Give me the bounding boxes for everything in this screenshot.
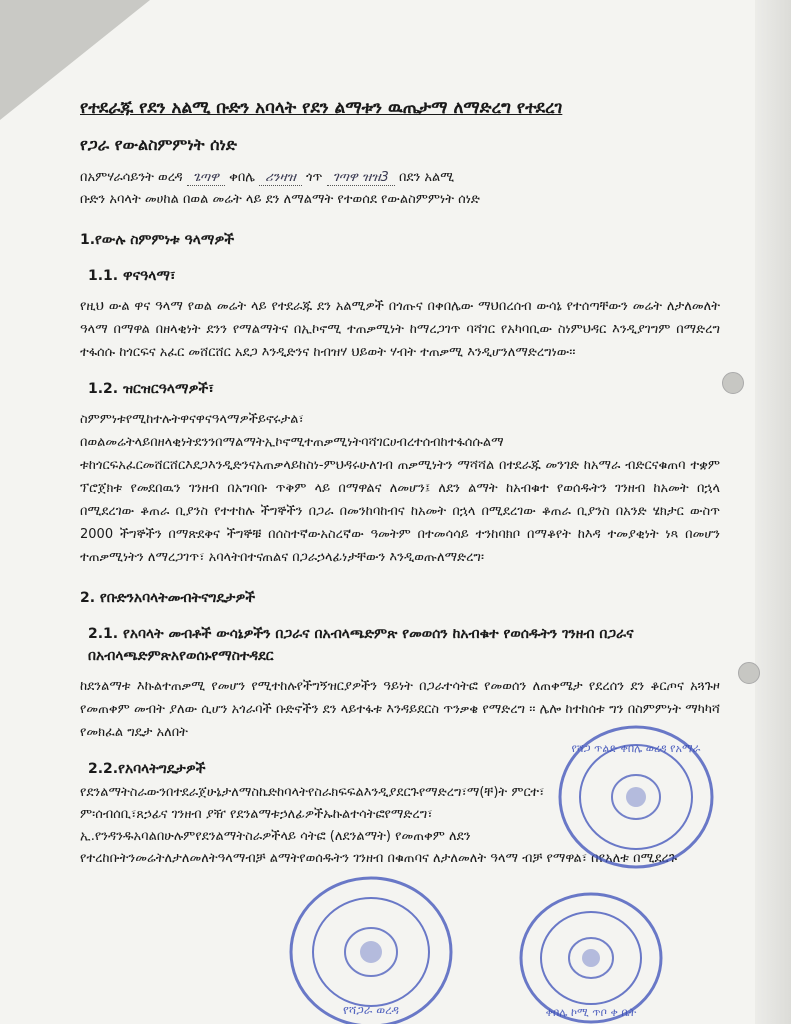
woreda-handwritten: ጌጣዋ <box>187 170 225 186</box>
document-title-line2: የጋራ የውልስምምነት ሰነድ <box>80 135 237 154</box>
stamp-bottom-right-text: ቀበሌ ኮሚ ጥቦ ቀ ቤት <box>545 1006 637 1019</box>
section1-1-heading: 1.1. ዋናዓላማ፣ <box>88 268 176 284</box>
official-stamp-right <box>556 722 716 872</box>
got-handwritten: ገጣዋ ዝዝ3 <box>327 170 395 186</box>
section1-2-text: ስምምነቱየሚከተሉትዋናዋናዓላማዎችይኖሩታል፣ በወልመሬትላይበዘላቂነትደንንበማልማትኢኮኖሚተጠቃሚነትባሻገርሀብረተሰብከተፋሰሱልማ ቱከጎርፍአፈርመሸርሸርእደጋእንዲድንናአጠቃላይከስነ-ምህዳሩሁለገብ ጠቃሚነትን ማሻሻል በተደራጁ መንገድ ከአማራ ብድርናቁጠባ ተቋም ፕሮጀክቱ የመደበዉን ገንዘብ በአግባቡ ጥቅም ላይ በማዋልና ለመሆን፤ ለደን ልማት ከአብቁተ የወሰዱትን ገንዘብ ከአመት በኋላ በሚደረገው ቆጠራ ቢያንስ የተተከሉ ችግኞችን በጋራ በመንከባከብና ከአመት በኋላ በሚደረገው ቆጠራ ቢያንስ በአንድ ሄክታር ውስጥ 2000 ችግኞችን በማጽደቅና ችግኞቹ በሰስተኛውአስረኛው ዓመትም በተመሳሳይ ተንከባክቦ በማቆየት ከእዳ ተመያቂነት ነጻ በመሆን ተጠቃሚነትን ለማረጋገጥ፣ አባላትበተናጠልና በጋራኃላፊነታቸውን እንዲወጡለማድረግ፡ <box>80 412 720 565</box>
intro-line1 <box>80 167 720 189</box>
intro-line2: ቡድን አባላት መሀከል በወል መሬት ላይ ደን ለማልማት የተወሰደ የውልስምምነት ሰነድ <box>80 192 480 207</box>
official-stamp-bottom-left <box>286 872 456 1024</box>
section2-2-heading: 2.2.የአባላትግዴታዎች <box>88 761 206 777</box>
kebele-handwritten: ሪንዛዝ <box>259 170 302 186</box>
section2-1-text: ከደንልማቱ እኩልተጠቃሚ የመሆን የሚተከሉየችግኝዝርያዎችን ዓይነት በጋራተሳትፎ የመወሰን ለጠቀሜታ የደረሰን ደን ቆርጦና አጓጉዞ የመጠቀም መብት ያለው ሲሆን አጎራባች ቡድኖችን ደን ላይተፋቱ እንዳይደርስ ጥንቃቄ የማድረግ ፡፡ ሌሎ ከተከሰቱ ግን በስምምነት ማካካሻ የመክፈል ግዴታ አለበት <box>80 679 720 740</box>
section2-2-line1: የደንልማትስራውንበተደራጀሁኔታለማስኬድከባላትየስራክፍፍልእንዲያደርጉየማድረግ፣ማ(ቸ)ት ምርተ፣ <box>80 785 545 800</box>
stamp-right-text: የሻጋ ጥልድ ቀበሌ ወረዳ የአማራ <box>571 742 701 755</box>
stamp-bottom-left-text: የሻጋራ ወረዳ <box>343 1003 399 1017</box>
section2-1-heading: 2.1. የአባላት መብቶች ውሳኔዎችን በጋራና በአብላጫድምጽ የመወሰን ከአብቁተ የወሰዱትን ገንዘብ በጋራና በአብላጫድምጽአየወሰኑየማስተዳደር <box>88 626 634 664</box>
section1-2-heading: 1.2. ዝርዝርዓላማዎች፣ <box>88 381 214 397</box>
intro-got-label: ጎጥ <box>306 170 323 185</box>
intro-kebele-label: ቀበሌ <box>229 170 255 185</box>
section2-2-line2: ም፡ሰብሰቢ፣ጸኃፊና ገንዘብ ያዥ የደንልማቱኃለፊዎችኡኩልተሳትፎየማድረግ፣ <box>80 807 433 822</box>
official-stamp-bottom-right <box>516 888 666 1024</box>
page-edge-shadow <box>755 0 791 1024</box>
document-title-line1: የተደራጁ የደን አልሚ ቡድን አባላት የደን ልማቱን ዉጤታማ ለማድረግ የተደረገ <box>80 98 563 118</box>
section2-heading: 2. የቡድንአባላትመብትናግዴታዎች <box>80 590 256 606</box>
punch-hole-top <box>722 372 744 394</box>
section1-1-text: የዚህ ውል ዋና ዓላማ የወል መሬት ላይ የተደራጁ ደን አልሚዎች በጎጡና በቀበሌው ማህበረሰብ ውሳኔ የተሰጣቸውን መሬት ለታለመለት ዓላማ በማዋል በዘላቂነት ደንን የማልማትና በኢኮኖሚ ተጠቃሚነት ከማረጋገጥ ባሻገር የአካባቢው ስነምህዳር እንዲያገግም በማድረግ ተፋሰሱ ከጎርፍና አፈር መሸርሸር አደጋ እንዲድንና ከብዝሃ ህይወት ሃብት ተጠቃሚ እንዲሆንለማድረግነው፡፡ <box>80 299 720 360</box>
punch-hole-bottom <box>738 662 760 684</box>
intro-member-label: በደን አልሚ <box>398 170 455 185</box>
section2-2-line3: ኢ.የንዳንዱአባልበሁሉምየደንልማትስራዎችላይ ሳትፎ (ለደንልማት) የመጠቀም ለደን <box>80 829 471 844</box>
intro-woreda-label: በአምሃራሳይንት ወረዳ <box>80 170 183 185</box>
section2-2-line4: የተረከቡትንመሬትለታለመለትዓላማብቻ ልማትየወሰዱትን ገንዘብ በቁጠባና ለታለመለት ዓላማ ብቻ የማዋል፣ በየአለቱ በሚደረጉ <box>80 851 677 866</box>
section1-heading: 1.የውሉ ስምምነቱ ዓላማዎች <box>80 232 235 248</box>
